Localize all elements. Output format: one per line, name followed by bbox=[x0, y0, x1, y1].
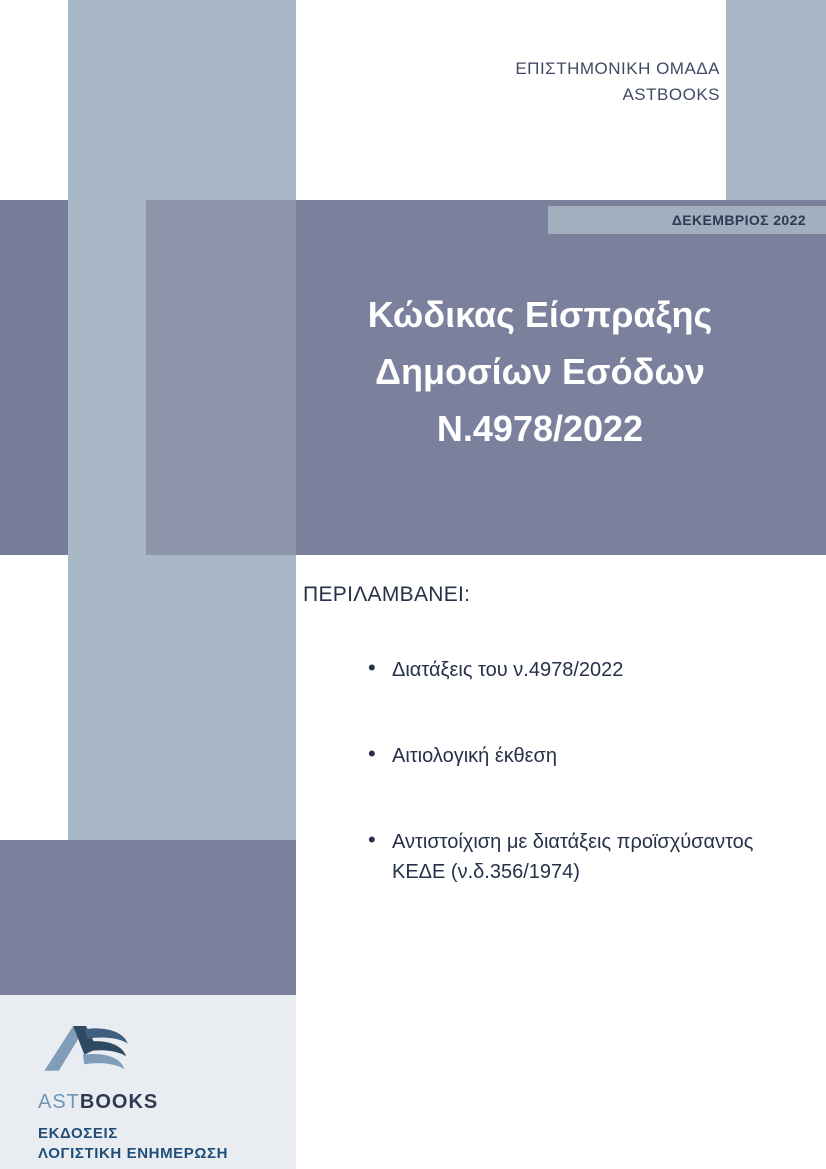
logo-tagline-line1: ΕΚΔΟΣΕΙΣ bbox=[38, 1125, 118, 1142]
list-item: • Αιτιολογική έκθεση bbox=[362, 741, 792, 771]
publisher-group-line2: ASTBOOKS bbox=[622, 85, 720, 104]
list-item: • Αντιστοίχιση με διατάξεις προϊσχύσαντος ΚΕΔΕ (ν.δ.356/1974) bbox=[362, 827, 792, 887]
publisher-logo bbox=[38, 1018, 288, 1164]
title-line-1: Κώδικας Είσπραξης bbox=[367, 294, 713, 335]
logo-word-books: BOOKS bbox=[79, 1091, 159, 1113]
includes-label: ΠΕΡΙΛΑΜΒΑΝΕΙ: bbox=[303, 583, 471, 606]
logo-tagline-line2: ΛΟΓΙΣΤΙΚΗ ΕΝΗΜΕΡΩΣΗ bbox=[38, 1145, 229, 1162]
includes-list bbox=[340, 655, 792, 943]
title-line-2: Δημοσίων Εσόδων bbox=[375, 351, 705, 392]
background-top-left-block bbox=[146, 0, 296, 200]
background-band-left bbox=[0, 200, 68, 555]
publisher-group-line1: ΕΠΙΣΤΗΜΟΝΙΚΗ ΟΜΑΔΑ bbox=[515, 59, 720, 78]
logo-word-ast: AST bbox=[38, 1091, 80, 1113]
issue-date: ΔΕΚΕΜΒΡΙΟΣ 2022 bbox=[671, 212, 806, 228]
background-top-right-block bbox=[726, 0, 826, 200]
publisher-group bbox=[380, 56, 720, 108]
background-lower-light-column bbox=[68, 555, 296, 840]
list-item: • Διατάξεις του ν.4978/2022 bbox=[362, 655, 792, 685]
title-line-3: Ν.4978/2022 bbox=[436, 408, 644, 449]
logo-wordmark bbox=[38, 1091, 288, 1114]
logo-tagline bbox=[38, 1124, 288, 1164]
page-title bbox=[300, 286, 780, 457]
astbooks-logo-icon bbox=[38, 1018, 134, 1082]
